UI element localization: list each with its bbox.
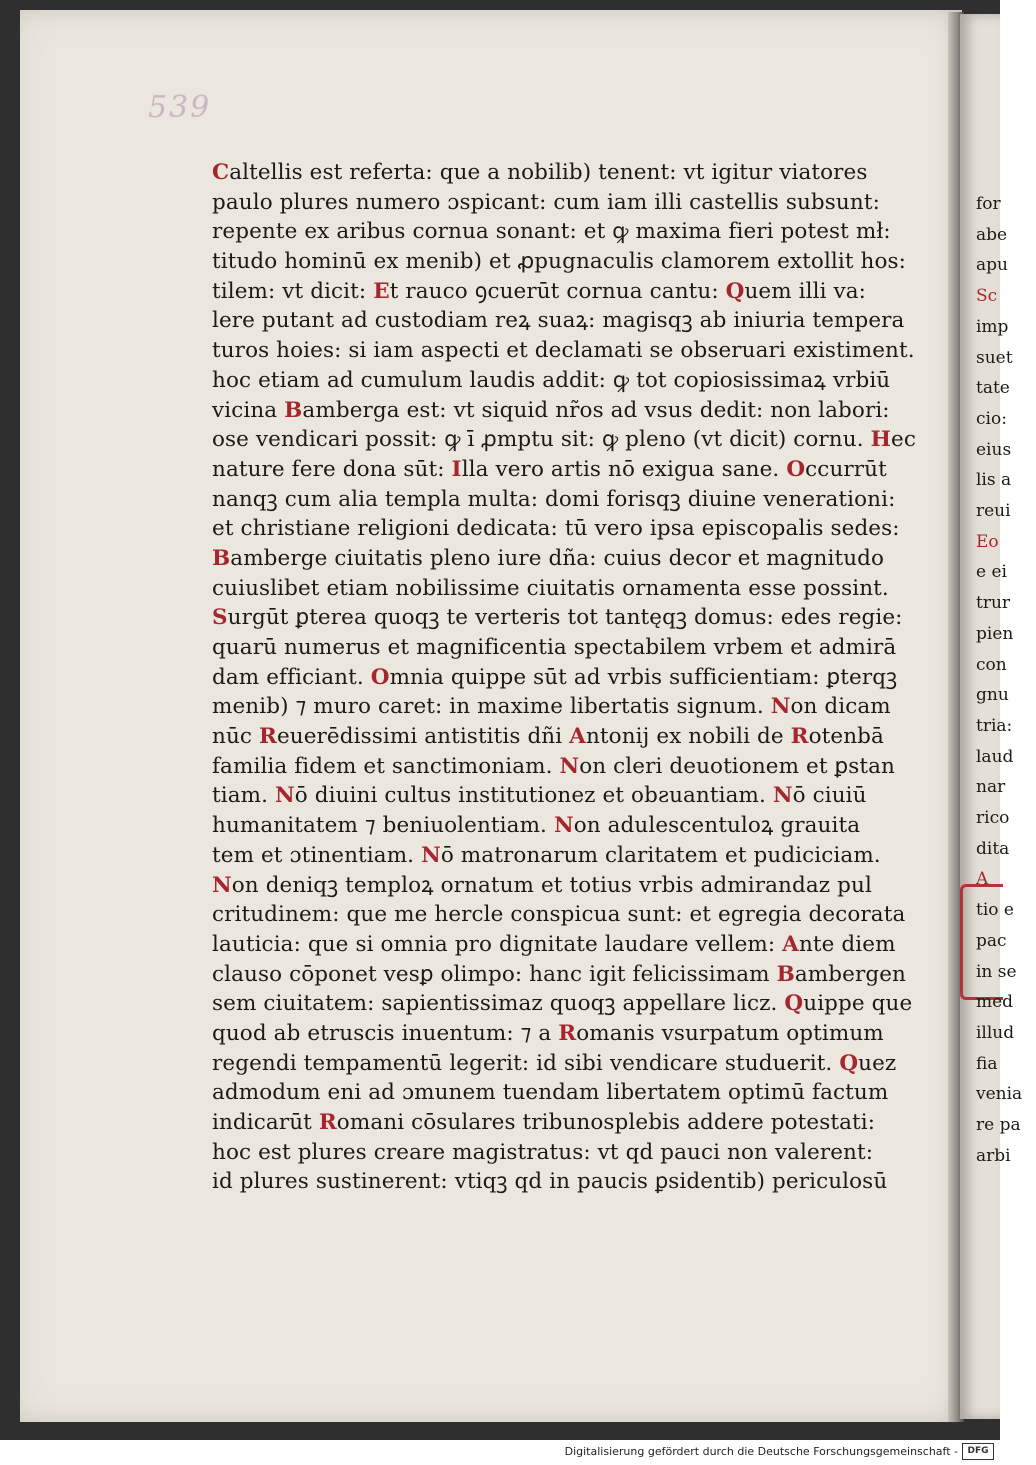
- text-line: [212, 544, 884, 574]
- right-page-fragment: suet: [976, 347, 1013, 368]
- text-line: [212, 336, 915, 366]
- right-page-fragment: abe: [976, 224, 1008, 245]
- right-page-fragment: dita: [976, 838, 1010, 859]
- rubricated-initial: S: [212, 605, 228, 631]
- rubricated-initial: B: [284, 397, 303, 423]
- rubricated-initial: H: [870, 427, 891, 453]
- text-segment: lla vero artis nō exigua sane.: [461, 456, 787, 482]
- text-line: [212, 158, 884, 188]
- text-segment: tem et ɔtinentiam.: [212, 842, 422, 868]
- right-page-fragment: med: [976, 992, 1014, 1013]
- right-page-fragment: apu: [976, 255, 1008, 276]
- text-line: [212, 217, 891, 247]
- right-page-fragment: con: [976, 654, 1007, 675]
- rubricated-initial: N: [559, 753, 580, 779]
- text-line: [212, 811, 884, 841]
- right-page-fragment: imp: [976, 316, 1009, 337]
- text-segment: admodum eni ad ɔmunem tuendam libertatem optimū factum: [212, 1080, 889, 1106]
- text-segment: uez: [858, 1050, 897, 1076]
- right-page-fragment: Eo: [976, 531, 999, 552]
- text-line: [212, 960, 906, 990]
- text-segment: nature fere dona sūt:: [212, 456, 452, 482]
- text-segment: id plures sustinerent: vtiqꝫ qd in paucis ꝑsidentib) periculosū: [212, 1169, 888, 1195]
- text-segment: amberge ciuitatis pleno iure dña: cuius decor et magnitudo: [230, 545, 885, 571]
- right-page-fragment: in se: [976, 961, 1017, 982]
- rubricated-initial: R: [790, 724, 809, 750]
- text-segment: menib) ⁊ muro caret: in maxime libertatis signum.: [212, 694, 771, 720]
- text-segment: amberga est: vt siquid nr̃os ad vsus dedit: non labori:: [302, 397, 890, 423]
- text-segment: on cleri deuotionem et ꝑstan: [579, 753, 896, 779]
- right-page-fragment: laud: [976, 746, 1014, 767]
- text-segment: regendi tempamentū legerit: id sibi vendicare studuerit.: [212, 1050, 840, 1076]
- text-segment: ō diuini cultus institutionez et obƨuantiam.: [294, 783, 773, 809]
- text-segment: hoc est plures creare magistratus: vt qd pauci non valerent:: [212, 1139, 874, 1165]
- text-line: [212, 1167, 888, 1197]
- text-segment: on adulescentuloꝝ grauita: [573, 813, 861, 839]
- text-segment: nanqꝫ cum alia templa multa: domi forisqꝫ diuine venerationi:: [212, 486, 896, 512]
- right-page-fragment: tio e: [976, 900, 1014, 921]
- text-line: [212, 1049, 897, 1079]
- text-segment: critudinem: que me hercle conspicua sunt: et egregia decorata: [212, 902, 906, 928]
- text-line: [212, 306, 905, 336]
- text-line: [212, 514, 900, 544]
- text-segment: ccurrūt: [805, 456, 887, 482]
- rubricated-initial: B: [776, 961, 795, 987]
- rubricated-initial: N: [772, 783, 793, 809]
- text-segment: tiam.: [212, 783, 275, 809]
- rubricated-initial: A: [569, 724, 586, 750]
- right-page-fragment: for: [976, 194, 1001, 214]
- rubricated-initial: N: [553, 813, 574, 839]
- text-segment: sem ciuitatem: sapientissimaz quoqꝫ appellare licz.: [212, 991, 785, 1017]
- text-line: [212, 692, 891, 722]
- text-line: [212, 930, 896, 960]
- text-segment: nūc: [212, 724, 259, 750]
- text-segment: dam efficiant.: [212, 664, 371, 690]
- text-segment: ntonij ex nobili de: [585, 724, 791, 750]
- text-segment: urgūt ꝑterea quoqꝫ te verteris tot tantęqꝫ domus: edes regie:: [227, 605, 903, 631]
- right-page-fragment: pac: [976, 930, 1007, 951]
- text-line: [212, 663, 898, 693]
- text-line: [212, 247, 907, 277]
- right-page-fragment: Sc: [976, 286, 998, 307]
- text-segment: vicina: [212, 397, 285, 423]
- text-line: [212, 989, 913, 1019]
- text-segment: quod ab etruscis inuentum: ⁊ a: [212, 1020, 559, 1046]
- right-page-fragment: pien: [976, 623, 1014, 644]
- right-page-fragment: e ei: [976, 562, 1007, 583]
- text-segment: mnia quippe sūt ad vrbis sufficientiam: ꝑterqꝫ: [389, 664, 898, 690]
- text-line: [212, 1019, 884, 1049]
- text-line: [212, 366, 891, 396]
- text-segment: otenbā: [808, 724, 884, 750]
- left-page: [20, 10, 962, 1422]
- pencil-folio-mark: 539: [148, 90, 212, 125]
- text-segment: euerēdissimi antistitis dñi: [276, 724, 570, 750]
- text-segment: titudo hominū ex menib) et ꝓpugnaculis clamorem extollit hos:: [212, 249, 907, 275]
- text-segment: familia fidem et sanctimoniam.: [212, 753, 560, 779]
- text-line: [212, 752, 896, 782]
- text-line: [212, 396, 890, 426]
- text-line: [212, 1108, 884, 1138]
- text-segment: uem illi va:: [744, 278, 867, 304]
- right-page-fragment: arbi: [976, 1145, 1011, 1166]
- right-page-fragment: reui: [976, 501, 1011, 521]
- right-page-fragment: fia: [976, 1053, 998, 1074]
- rubricated-initial: I: [451, 456, 462, 482]
- text-segment: altellis est referta: que a nobilib) tenent: vt igitur viatores: [229, 160, 868, 185]
- text-segment: lauticia: que si omnia pro dignitate laudare vellem:: [212, 931, 783, 957]
- footer-bar: [0, 1440, 1000, 1465]
- rubricated-initial: R: [258, 724, 277, 750]
- text-line: [212, 841, 884, 871]
- right-page-fragment: nar: [976, 777, 1006, 798]
- text-segment: nte diem: [798, 931, 896, 957]
- dfg-logo: DFG: [962, 1443, 994, 1460]
- rubricated-initial: Q: [725, 278, 745, 304]
- rubricated-initial: A: [782, 931, 799, 957]
- right-page-fragment: A: [976, 869, 989, 890]
- funding-credit: Digitalisierung gefördert durch die Deutsche Forschungsgemeinschaft -: [564, 1445, 958, 1458]
- rubricated-initial: R: [318, 1110, 337, 1135]
- text-segment: paulo plures numero ɔspicant: cum iam illi castellis subsunt:: [212, 189, 880, 215]
- rubricated-initial: Q: [784, 991, 804, 1017]
- text-line: [212, 425, 916, 455]
- text-line: [212, 871, 884, 901]
- rubricated-initial: O: [786, 456, 806, 482]
- text-segment: repente ex aribus cornua sonant: et ꝙ maxima fieri potest mł:: [212, 219, 891, 245]
- text-line: [212, 277, 884, 307]
- rubricated-initial: N: [421, 842, 441, 868]
- right-page-fragment: venia: [976, 1084, 1023, 1105]
- rubricated-initial: N: [275, 783, 295, 809]
- text-segment: uippe que: [803, 991, 913, 1017]
- text-line: [212, 603, 903, 633]
- text-segment: ō ciuiū: [792, 783, 867, 809]
- text-segment: ō matronarum claritatem et pudiciciam.: [440, 842, 881, 868]
- right-page-fragment: illud: [976, 1022, 1015, 1043]
- right-page-fragment: cio:: [976, 408, 1007, 429]
- text-segment: omani cōsulares tribunosplebis addere potestati:: [336, 1110, 876, 1135]
- text-segment: lere putant ad custodiam reꝝ suaꝝ: magisqꝫ ab iniuria tempera: [212, 308, 905, 334]
- right-page-fragment: eius: [976, 439, 1012, 460]
- rubricated-initial: N: [770, 694, 791, 720]
- text-segment: ose vendicari possit: ꝙ ī ꝓmptu sit: ꝙ pleno (vt dicit) cornu.: [212, 427, 871, 453]
- rubricated-initial: E: [373, 278, 390, 304]
- text-segment: clauso cōponet vesꝑ olimpo: hanc igit felicissimam: [212, 961, 777, 987]
- text-segment: ambergen: [794, 961, 906, 987]
- text-segment: turos hoies: si iam aspecti et declamati se obseruari existiment.: [212, 338, 915, 364]
- text-line: [212, 633, 897, 663]
- right-page-fragment: tria:: [976, 715, 1013, 736]
- text-line: [212, 1078, 889, 1108]
- right-page-fragment: re pa: [976, 1115, 1021, 1135]
- text-segment: quarū numerus et magnificentia spectabilem vrbem et admirā: [212, 635, 897, 660]
- text-line: [212, 188, 884, 218]
- text-line: [212, 485, 896, 515]
- right-page-fragment: gnu: [976, 685, 1009, 706]
- text-line: [212, 1138, 884, 1168]
- right-page-fragment: tate: [976, 378, 1010, 399]
- text-line: [212, 781, 884, 811]
- text-line: [212, 574, 889, 604]
- right-page-edge: [960, 14, 1023, 1419]
- text-segment: tilem: vt dicit:: [212, 278, 374, 304]
- right-page-fragment: rico: [976, 808, 1010, 828]
- text-block: [212, 158, 916, 1197]
- rubricated-initial: N: [212, 872, 232, 898]
- text-segment: omanis vsurpatum optimum: [576, 1020, 884, 1046]
- text-segment: on dicam: [790, 694, 891, 720]
- right-page-fragment: trur: [976, 593, 1011, 614]
- text-line: [212, 455, 887, 485]
- text-segment: ec: [891, 427, 916, 453]
- text-segment: humanitatem ⁊ beniuolentiam.: [212, 813, 554, 839]
- rubricated-initial: Q: [839, 1050, 859, 1076]
- text-segment: on deniqꝫ temploꝝ ornatum et totius vrbis admirandaz pul: [231, 872, 872, 898]
- rubricated-initial: R: [558, 1020, 577, 1046]
- right-page-fragment: lis a: [976, 470, 1012, 491]
- rubricated-initial: O: [370, 664, 390, 690]
- text-segment: hoc etiam ad cumulum laudis addit: ꝙ tot copiosissimaꝝ vrbiū: [212, 367, 891, 393]
- text-segment: et christiane religioni dedicata: tū vero ipsa episcopalis sedes:: [212, 516, 900, 542]
- rubricated-initial: C: [212, 160, 230, 185]
- text-segment: cuiuslibet etiam nobilissime ciuitatis ornamenta esse possint.: [212, 575, 889, 601]
- text-line: [212, 900, 906, 930]
- rubricated-initial: B: [212, 545, 231, 571]
- text-segment: t rauco ꝯcuerūt cornua cantu:: [389, 278, 726, 304]
- text-segment: indicarūt: [212, 1110, 319, 1135]
- text-line: [212, 722, 884, 752]
